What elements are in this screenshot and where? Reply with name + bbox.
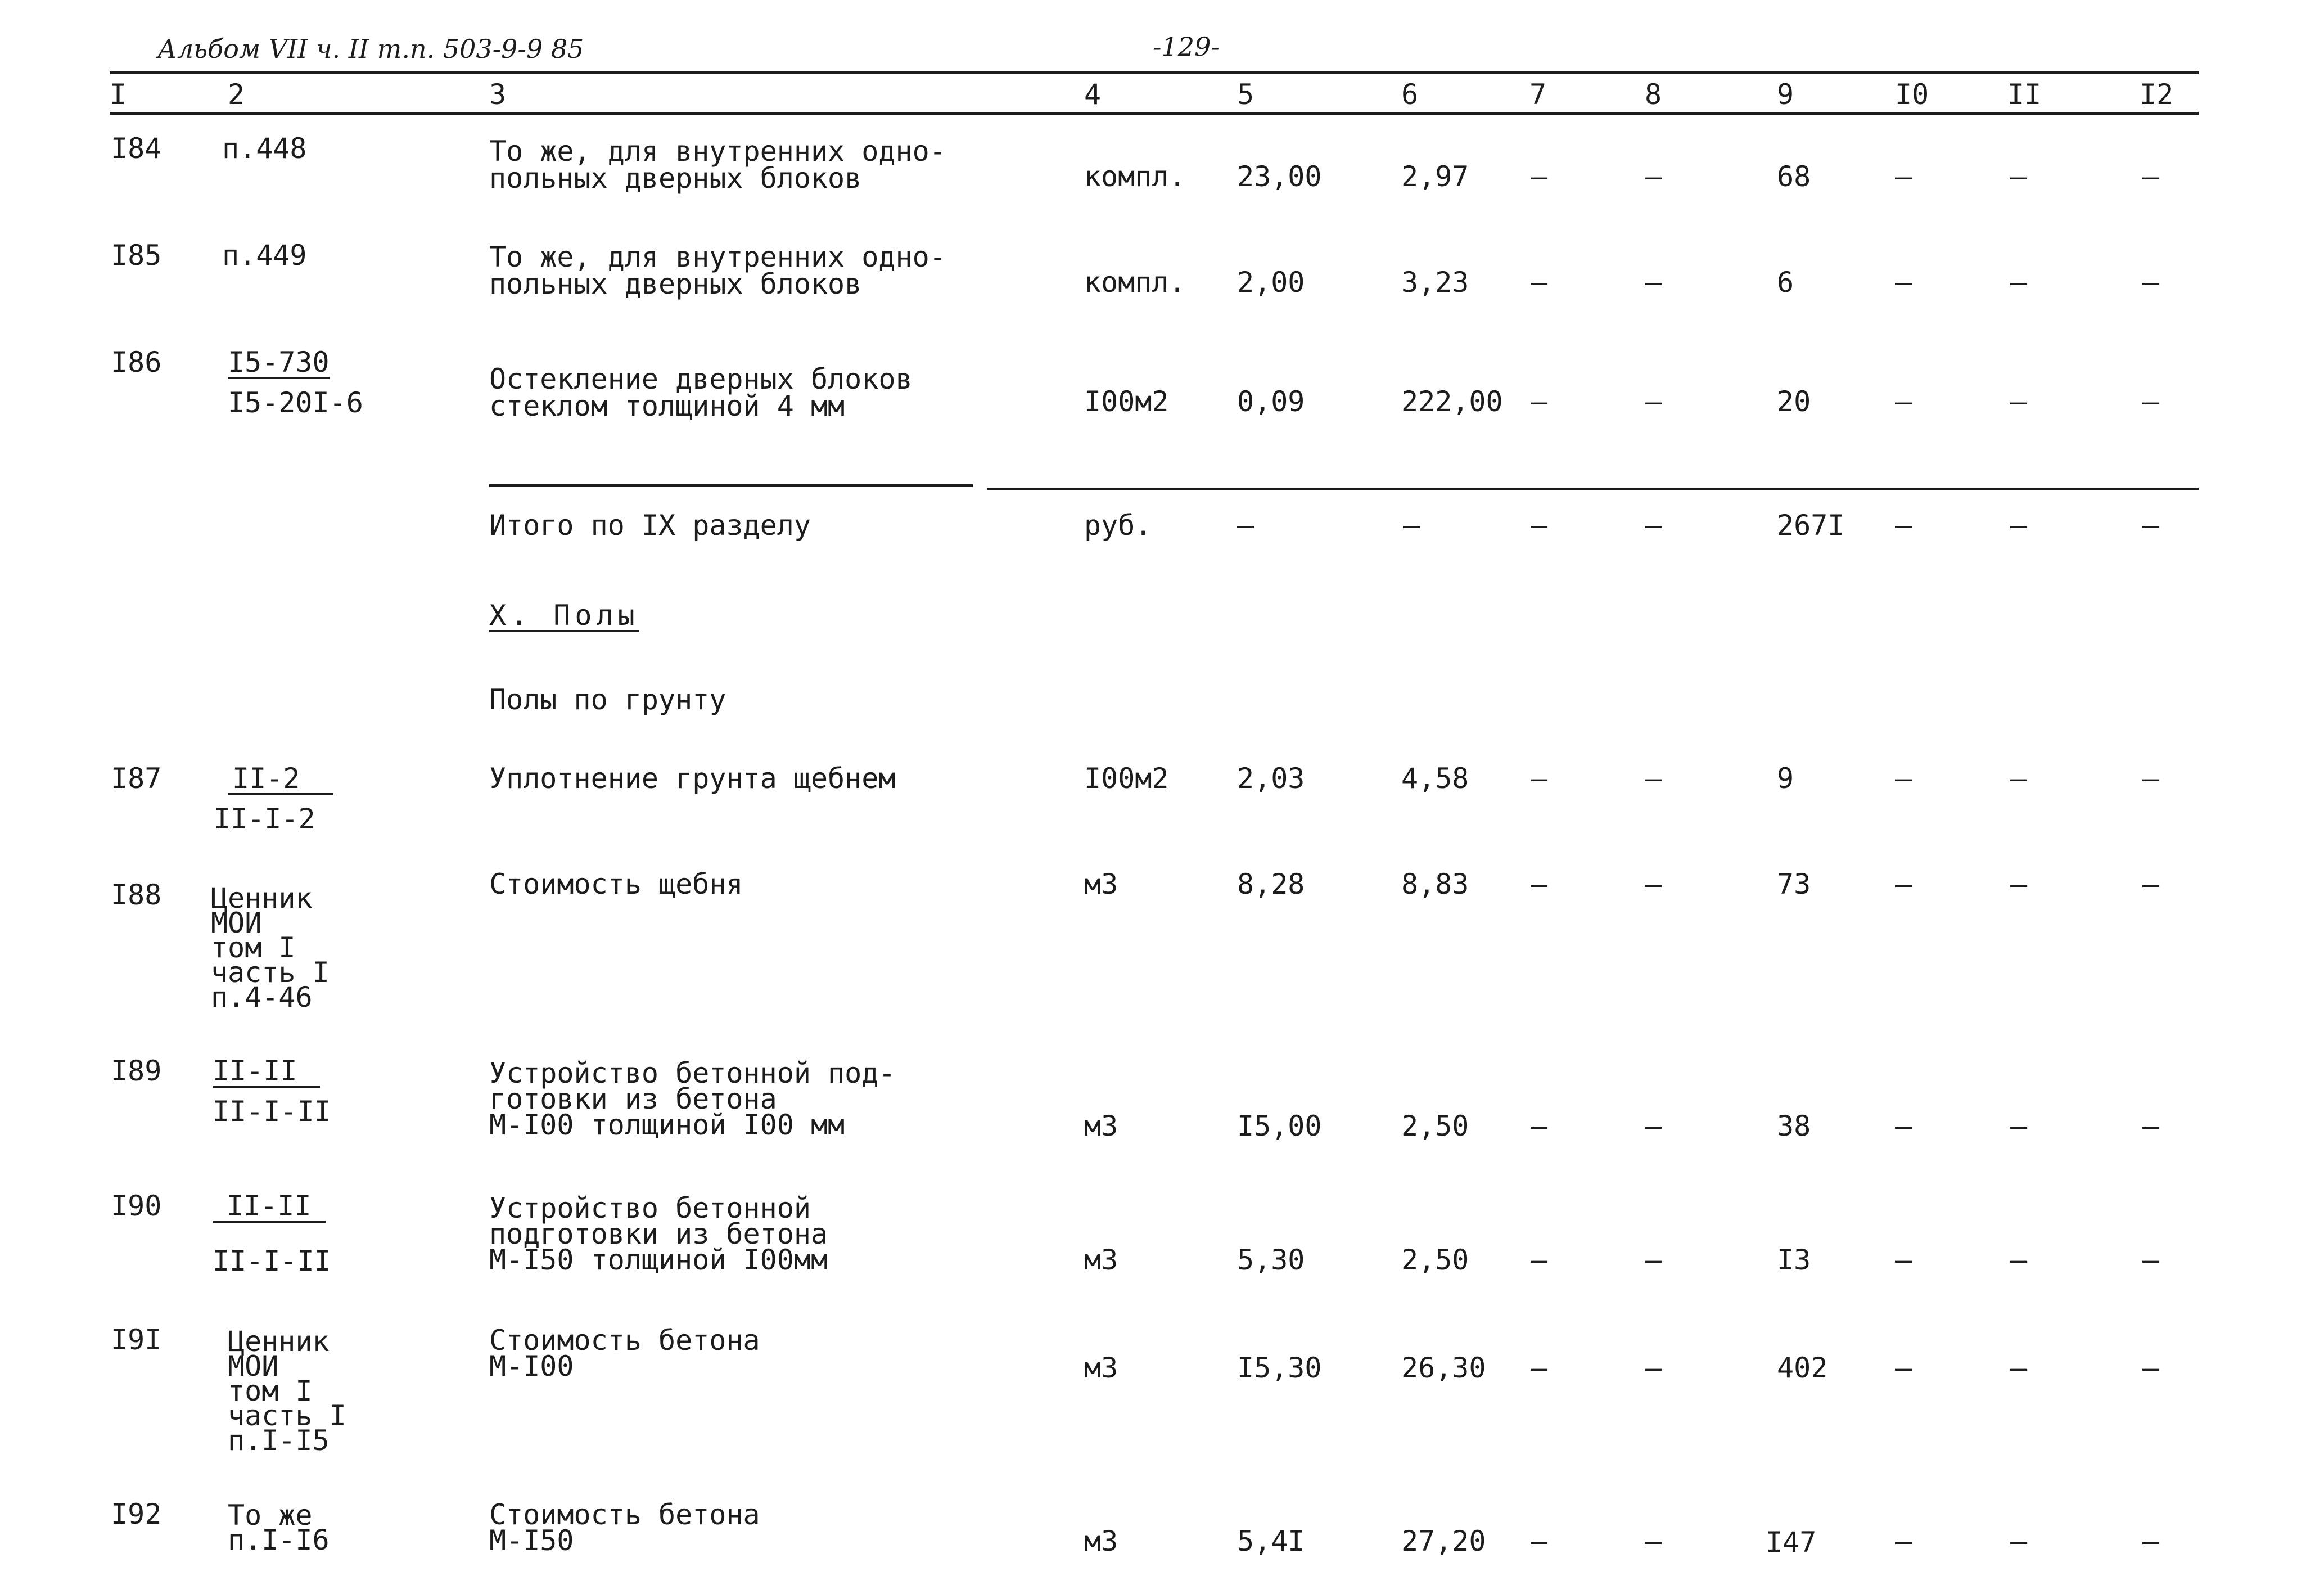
row-total: I47: [1766, 1526, 1817, 1559]
col-header-3: 3: [489, 78, 507, 111]
row-total: 6: [1777, 266, 1794, 299]
row-reference: Ценник МОИ том I часть I п.I-I5: [228, 1325, 346, 1457]
row-col12: –: [2142, 868, 2160, 900]
section-title: X. Полы: [489, 599, 639, 632]
row-reference-denominator: II-I-II: [213, 1245, 331, 1277]
col-header-6: 6: [1401, 78, 1419, 111]
row-total: 73: [1777, 868, 1811, 900]
row-col11: –: [2010, 160, 2028, 193]
row-description: Уплотнение грунта щебнем: [489, 762, 896, 795]
row-col7: –: [1531, 1110, 1548, 1142]
total-label: Итого по IX разделу: [489, 509, 811, 542]
row-quantity: 8,28: [1237, 868, 1305, 900]
row-col7: –: [1531, 385, 1548, 418]
row-col10: –: [1895, 762, 1912, 795]
row-col10: –: [1895, 266, 1912, 299]
row-unit: I00м2: [1084, 385, 1169, 418]
row-reference: п.448: [222, 132, 307, 165]
row-quantity: 0,09: [1237, 385, 1305, 418]
row-col10: –: [1895, 1352, 1912, 1384]
row-reference: п.449: [222, 239, 307, 272]
row-reference-numerator: I5-730: [228, 346, 330, 379]
row-col10: –: [1895, 868, 1912, 900]
row-quantity: –: [1237, 509, 1254, 542]
row-number: I85: [111, 239, 162, 272]
page-number: -129-: [1153, 31, 1220, 62]
row-unit: м3: [1084, 1352, 1118, 1384]
album-reference: Альбом VII ч. II т.п. 503-9-9 85: [157, 34, 584, 64]
row-col11: –: [2010, 385, 2028, 418]
row-col7: –: [1531, 1525, 1548, 1557]
row-col12: –: [2142, 160, 2160, 193]
row-reference-denominator: II-I-II: [213, 1095, 331, 1128]
row-quantity: 2,03: [1237, 762, 1305, 795]
row-col8: –: [1645, 385, 1662, 418]
row-col12: –: [2142, 509, 2160, 542]
row-col8: –: [1645, 1244, 1662, 1276]
row-col12: –: [2142, 1525, 2160, 1557]
row-description: Устройство бетонной подготовки из бетона М-I50 толщиной I00мм: [489, 1192, 828, 1276]
row-number: I86: [111, 346, 162, 379]
row-total: 9: [1777, 762, 1794, 795]
row-col10: –: [1895, 509, 1912, 542]
row-quantity: 5,30: [1237, 1244, 1305, 1276]
row-col12: –: [2142, 266, 2160, 299]
subsection-title: Полы по грунту: [489, 683, 726, 716]
row-unit-cost: 26,30: [1401, 1352, 1486, 1384]
col-header-10: I0: [1895, 78, 1929, 111]
row-col11: –: [2010, 1110, 2028, 1142]
row-col11: –: [2010, 868, 2028, 900]
row-unit-cost: 8,83: [1401, 868, 1469, 900]
row-number: I92: [111, 1498, 162, 1530]
col-header-8: 8: [1645, 78, 1662, 111]
row-number: I84: [111, 132, 162, 165]
row-description: То же, для внутренних одно- польных дверных блоков: [489, 241, 946, 300]
row-description: То же, для внутренних одно- польных дверных блоков: [489, 135, 946, 195]
row-total: 20: [1777, 385, 1811, 418]
row-col12: –: [2142, 1352, 2160, 1384]
row-unit: м3: [1084, 1110, 1118, 1142]
row-col7: –: [1531, 509, 1548, 542]
row-col11: –: [2010, 266, 2028, 299]
row-col7: –: [1531, 762, 1548, 795]
row-col8: –: [1645, 160, 1662, 193]
row-col10: –: [1895, 1244, 1912, 1276]
row-col8: –: [1645, 509, 1662, 542]
row-total: 402: [1777, 1352, 1828, 1384]
row-col8: –: [1645, 1525, 1662, 1557]
row-col10: –: [1895, 385, 1912, 418]
row-col11: –: [2010, 1244, 2028, 1276]
row-quantity: I5,30: [1237, 1352, 1322, 1384]
row-unit-cost: 4,58: [1401, 762, 1469, 795]
row-unit-cost: 222,00: [1401, 385, 1503, 418]
row-unit: м3: [1084, 1525, 1118, 1557]
row-quantity: I5,00: [1237, 1110, 1322, 1142]
row-total: 267I: [1777, 509, 1845, 542]
row-unit-cost: 2,97: [1401, 160, 1469, 193]
row-number: I90: [111, 1190, 162, 1222]
col-header-7: 7: [1529, 78, 1547, 111]
header-top-rule: [110, 71, 2199, 74]
row-reference-denominator: II-I-2: [214, 803, 315, 835]
row-unit: руб.: [1084, 509, 1152, 542]
row-reference: Ценник МОИ том I часть I п.4-46: [211, 882, 330, 1014]
row-col11: –: [2010, 1525, 2028, 1557]
row-description: Остекление дверных блоков стеклом толщиной 4 мм: [489, 363, 913, 422]
row-total: 38: [1777, 1110, 1811, 1142]
row-col7: –: [1531, 1352, 1548, 1384]
row-col7: –: [1531, 266, 1548, 299]
header-bottom-rule: [110, 112, 2199, 115]
row-description: Устройство бетонной под- готовки из бетона М-I00 толщиной I00 мм: [489, 1057, 896, 1141]
row-unit: компл.: [1084, 160, 1186, 193]
row-col10: –: [1895, 1110, 1912, 1142]
row-col12: –: [2142, 385, 2160, 418]
row-reference: То же п.I-I6: [228, 1499, 330, 1556]
col-header-11: II: [2007, 78, 2042, 111]
total-separator-left: [489, 484, 973, 487]
row-col7: –: [1531, 160, 1548, 193]
row-reference-denominator: I5-20I-6: [228, 386, 363, 419]
col-header-12: I2: [2140, 78, 2174, 111]
row-unit: компл.: [1084, 266, 1186, 299]
row-col12: –: [2142, 762, 2160, 795]
row-col11: –: [2010, 509, 2028, 542]
row-number: I88: [111, 879, 162, 911]
col-header-5: 5: [1237, 78, 1254, 111]
row-reference-numerator: II-II: [213, 1192, 326, 1223]
row-description: Стоимость бетона М-I00: [489, 1324, 760, 1383]
col-header-9: 9: [1777, 78, 1794, 111]
row-unit: м3: [1084, 1244, 1118, 1276]
row-unit-cost: 2,50: [1401, 1110, 1469, 1142]
row-number: I89: [111, 1055, 162, 1087]
row-col7: –: [1531, 868, 1548, 900]
row-unit-cost: 27,20: [1401, 1525, 1486, 1557]
row-total: 68: [1777, 160, 1811, 193]
row-unit: м3: [1084, 868, 1118, 900]
row-number: I87: [111, 762, 162, 795]
row-col12: –: [2142, 1110, 2160, 1142]
row-col11: –: [2010, 762, 2028, 795]
row-unit: I00м2: [1084, 762, 1169, 795]
col-header-1: I: [110, 78, 127, 111]
col-header-2: 2: [228, 78, 245, 111]
row-col12: –: [2142, 1244, 2160, 1276]
row-col8: –: [1645, 1110, 1662, 1142]
row-col8: –: [1645, 868, 1662, 900]
row-col10: –: [1895, 160, 1912, 193]
row-quantity: 5,4I: [1237, 1525, 1305, 1557]
row-reference-numerator: II-II: [213, 1057, 320, 1088]
row-col8: –: [1645, 1352, 1662, 1384]
row-col8: –: [1645, 266, 1662, 299]
row-col7: –: [1531, 1244, 1548, 1276]
row-col8: –: [1645, 762, 1662, 795]
row-col10: –: [1895, 1525, 1912, 1557]
row-reference-numerator: II-2: [228, 765, 333, 795]
row-col11: –: [2010, 1352, 2028, 1384]
row-number: I9I: [111, 1323, 162, 1356]
row-quantity: 2,00: [1237, 266, 1305, 299]
row-unit-cost: 3,23: [1401, 266, 1469, 299]
row-unit-cost: –: [1403, 509, 1420, 542]
row-quantity: 23,00: [1237, 160, 1322, 193]
col-header-4: 4: [1084, 78, 1102, 111]
row-description: Стоимость щебня: [489, 868, 743, 900]
row-total: I3: [1777, 1244, 1811, 1276]
row-description: Стоимость бетона М-I50: [489, 1498, 760, 1557]
total-separator-right: [987, 488, 2199, 490]
row-unit-cost: 2,50: [1401, 1244, 1469, 1276]
